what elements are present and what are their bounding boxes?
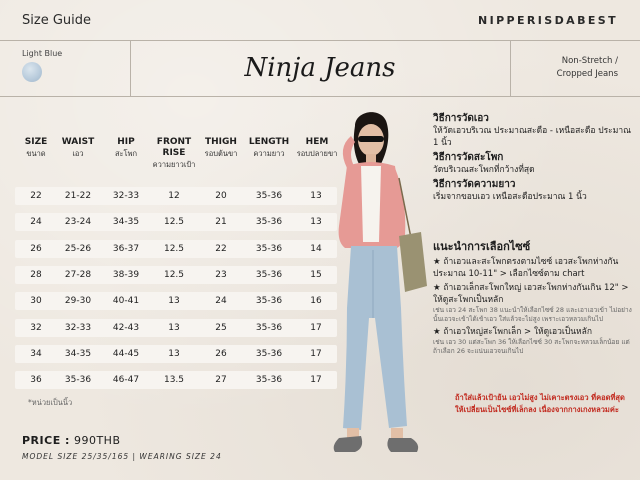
table-cell: 35-36 — [255, 375, 283, 385]
size-tip-2: ★ ถ้าเอวเล็กสะโพกใหญ่ เอวสะโพกห่างกันเกิน 12" > ให้ดูสะโพกเป็นหลัก — [433, 283, 629, 305]
column-header-sub: ความยาวเป้า — [152, 160, 196, 169]
table-cell: 35-36 — [255, 191, 283, 201]
table-cell: 24 — [215, 296, 227, 306]
length-guide-text: เริ่มจากขอบเอว เหนือสะดือประมาณ 1 นิ้ว — [433, 192, 587, 202]
column-header-thigh — [196, 137, 246, 159]
table-cell: 26 — [215, 349, 227, 359]
table-cell: 12 — [168, 191, 180, 201]
table-cell: 46-47 — [112, 375, 140, 385]
table-cell: 32-33 — [64, 323, 92, 333]
size-guide-title: Size Guide — [22, 13, 91, 28]
measure-guide — [433, 112, 633, 203]
fit-warning: ถ้าใส่แล้วเป้าย้น เอวไม่สูง ไม่เคาะตรงเอว ที่คอดที่สุดให้เปลี่ยนเป็นไซซ์ที่เล็กลง เนื่องจากกางเกงหลวมค่ะ — [455, 393, 625, 414]
table-cell: 35-36 — [255, 349, 283, 359]
table-cell: 27 — [215, 375, 227, 385]
table-cell: 40-41 — [112, 296, 140, 306]
price-line — [22, 434, 121, 447]
table-cell: 22 — [30, 191, 42, 201]
color-swatch — [22, 62, 42, 82]
column-header-title: SIZE — [24, 137, 48, 147]
waist-guide-title: วิธีการวัดเอว — [433, 113, 489, 124]
hip-guide-text: วัดบริเวณสะโพกที่กว้างที่สุด — [433, 165, 535, 175]
column-header-sub: ขนาด — [26, 149, 46, 158]
table-cell: 29-30 — [64, 296, 92, 306]
table-cell: 15 — [310, 270, 322, 280]
table-cell: 13.5 — [163, 375, 185, 385]
table-cell: 13 — [168, 323, 180, 333]
table-cell: 13 — [168, 296, 180, 306]
unit-note: *หน่วยเป็นนิ้ว — [28, 398, 73, 407]
table-cell: 38-39 — [112, 270, 140, 280]
model-size-note: MODEL SIZE 25/35/165 | WEARING SIZE 24 — [22, 452, 222, 461]
table-cell: 23-24 — [64, 217, 92, 227]
table-cell: 20 — [215, 191, 227, 201]
table-cell: 25 — [215, 323, 227, 333]
column-header-front-rise — [145, 137, 203, 170]
column-header-sub: ความยาว — [253, 149, 285, 158]
column-header-title: HEM — [305, 137, 329, 147]
table-cell: 35-36 — [255, 244, 283, 254]
table-cell: 42-43 — [112, 323, 140, 333]
hip-guide-title: วิธีการวัดสะโพก — [433, 152, 504, 163]
table-cell: 27-28 — [64, 270, 92, 280]
fit-note — [557, 55, 618, 81]
table-cell: 16 — [310, 296, 322, 306]
size-tip-3-example: เช่น เอว 30 แต่สะโพก 36 ให้เลือกไซซ์ 30 สะโพกจะหลวมเล็กน้อย แต่ถ้าเลือก 26 จะแน่นเอวจนเกินไป — [433, 338, 630, 355]
column-header-title: THIGH — [205, 137, 237, 147]
size-advice-title: แนะนำการเลือกไซซ์ — [433, 240, 531, 253]
column-header-title: HIP — [117, 137, 135, 147]
table-cell: 36-37 — [112, 244, 140, 254]
header-divider-top — [0, 40, 640, 41]
brand-name: NIPPERISDABEST — [478, 14, 618, 27]
table-cell: 22 — [215, 244, 227, 254]
waist-guide-text: ให้วัดเอวบริเวณ ประมาณสะดือ - เหนือสะดือ ประมาณ 1 นิ้ว — [433, 126, 631, 148]
table-cell: 21-22 — [64, 191, 92, 201]
table-cell: 34 — [30, 349, 42, 359]
size-advice — [433, 240, 633, 356]
column-header-title: FRONT RISE — [156, 137, 192, 158]
table-cell: 23 — [215, 270, 227, 280]
column-header-title: WAIST — [61, 137, 95, 147]
column-header-sub: รอบปลายขา — [296, 149, 338, 158]
table-cell: 32-33 — [112, 191, 140, 201]
fit-note-line1: Non-Stretch / — [561, 56, 618, 66]
table-cell: 12.5 — [163, 270, 185, 280]
table-cell: 34-35 — [112, 217, 140, 227]
header-divider-right — [510, 40, 511, 96]
table-cell: 24 — [30, 217, 42, 227]
table-cell: 17 — [310, 375, 322, 385]
table-cell: 28 — [30, 270, 42, 280]
size-tip-3: ★ ถ้าเอวใหญ่สะโพกเล็ก > ให้ดูเอวเป็นหลัก — [433, 327, 593, 337]
table-cell: 32 — [30, 323, 42, 333]
table-cell: 12.5 — [163, 217, 185, 227]
table-cell: 14 — [310, 244, 322, 254]
table-cell: 17 — [310, 349, 322, 359]
color-label: Light Blue — [22, 49, 63, 58]
length-guide-title: วิธีการวัดความยาว — [433, 179, 516, 190]
table-cell: 13 — [168, 349, 180, 359]
table-cell: 25-26 — [64, 244, 92, 254]
size-tip-1: ★ ถ้าเอวและสะโพกตรงตามไซซ์ เอวสะโพกห่างกันประมาณ 10-11" > เลือกไซซ์ตาม chart — [433, 257, 619, 279]
table-cell: 35-36 — [255, 217, 283, 227]
product-name: Ninja Jeans — [244, 53, 396, 83]
table-cell: 35-36 — [255, 296, 283, 306]
column-header-sub: รอบต้นขา — [204, 149, 238, 158]
price-value: 990THB — [73, 434, 121, 447]
table-cell: 35-36 — [64, 375, 92, 385]
table-cell: 36 — [30, 375, 42, 385]
column-header-title: LENGTH — [248, 137, 290, 147]
table-cell: 30 — [30, 296, 42, 306]
fit-note-line2: Cropped Jeans — [556, 69, 618, 79]
table-cell: 35-36 — [255, 270, 283, 280]
table-cell: 35-36 — [255, 323, 283, 333]
table-cell: 34-35 — [64, 349, 92, 359]
price-label: PRICE : — [22, 434, 70, 447]
table-cell: 26 — [30, 244, 42, 254]
size-tip-2-example: เช่น เอว 24 สะโพก 38 แนะนำให้เลือกไซซ์ 28 และเอาเอวเข้า ไม่อย่างนั้นเอวจะเข้าได้เข้าเอว ใส่แล้วจะไม่สูง เพราะเอวหลวมเกินไป — [433, 306, 632, 323]
table-cell: 21 — [215, 217, 227, 227]
column-header-sub: สะโพก — [114, 149, 138, 158]
column-header-sub: เอว — [72, 149, 84, 158]
table-cell: 12.5 — [163, 244, 185, 254]
header-divider-bottom — [0, 96, 640, 97]
table-cell: 13 — [310, 217, 322, 227]
table-cell: 44-45 — [112, 349, 140, 359]
column-header-waist — [52, 137, 104, 159]
model-photo — [325, 108, 450, 468]
column-header-length — [242, 137, 296, 159]
table-cell: 13 — [310, 191, 322, 201]
table-cell: 17 — [310, 323, 322, 333]
